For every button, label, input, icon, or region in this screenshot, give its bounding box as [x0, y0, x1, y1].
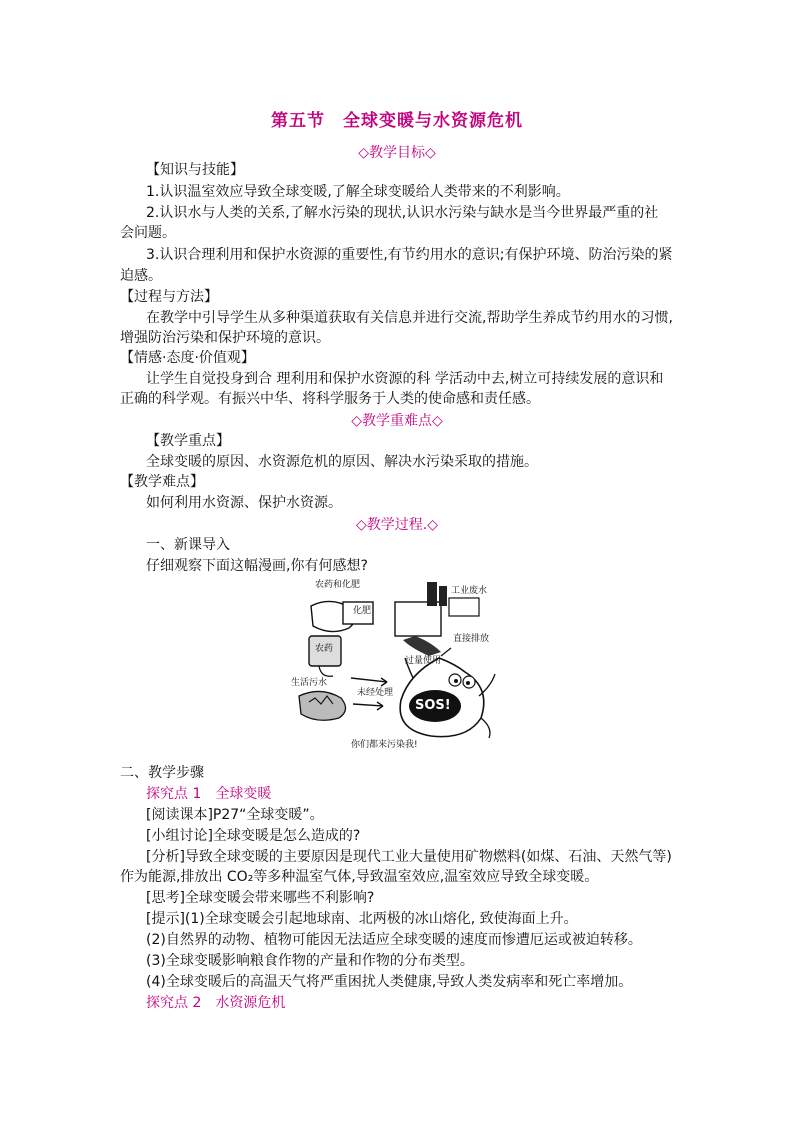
- explore-point-2-heading: 探究点 2 水资源危机: [146, 995, 286, 1011]
- objective-item-1: 1.认识温室效应导致全球变暖,了解全球变暖给人类带来的不利影响。: [146, 184, 570, 200]
- knowledge-skills-label: 【知识与技能】: [146, 162, 244, 178]
- difficulty-label: 【教学难点】: [120, 474, 204, 490]
- difficulty-text: 如何利用水资源、保护水资源。: [146, 495, 342, 511]
- cartoon-sos-text: SOS!: [415, 698, 451, 713]
- section-heading-objectives: ◇教学目标◇: [358, 145, 436, 161]
- objective-item-2-line-1: 2.认识水与人类的关系,了解水污染的现状,认识水污染与缺水是当今世界最严重的社: [146, 205, 659, 221]
- objective-item-3-line-1: 3.认识合理利用和保护水资源的重要性,有节约用水的意识;有保护环境、防治污染的紧: [146, 247, 673, 263]
- cartoon-label-pesticide-fertilizer: 农药和化肥: [315, 580, 361, 590]
- cartoon-label-pesticide-bag: 农药: [315, 644, 334, 654]
- objective-item-2-line-2: 会问题。: [120, 225, 176, 241]
- section-heading-key-points: ◇教学重难点◇: [351, 413, 443, 429]
- explore-point-1-heading: 探究点 1 全球变暖: [146, 786, 272, 802]
- key-point-text: 全球变暖的原因、水资源危机的原因、解决水污染采取的措施。: [146, 454, 538, 470]
- steps-heading: 二、教学步骤: [120, 765, 204, 781]
- cartoon-label-industrial-waste: 工业废水: [451, 586, 488, 596]
- cartoon-label-direct-discharge: 直接排放: [453, 634, 490, 644]
- pollution-cartoon-drawing: [291, 578, 503, 756]
- group-discussion-line: [小组讨论]全球变暖是怎么造成的?: [146, 828, 361, 844]
- pollution-cartoon: [291, 578, 503, 756]
- emotion-attitude-label: 【情感·态度·价值观】: [120, 350, 255, 366]
- intro-question: 仔细观察下面这幅漫画,你有何感想?: [146, 558, 368, 574]
- key-point-label: 【教学重点】: [146, 433, 230, 449]
- emotion-text-line-2: 正确的科学观。有振兴中华、将科学服务于人类的使命感和责任感。: [120, 391, 540, 407]
- think-question-line: [思考]全球变暖会带来哪些不利影响?: [146, 890, 375, 906]
- page-title: 第五节 全球变暖与水资源危机: [271, 111, 523, 131]
- process-text-line-1: 在教学中引导学生从多种渠道获取有关信息并进行交流,帮助学生养成节约用水的习惯,: [146, 310, 673, 326]
- analysis-line-2: 作为能源,排放出 CO₂等多种温室气体,导致温室效应,温室效应导致全球变暖。: [120, 869, 599, 885]
- cartoon-label-overuse: 过量使用: [405, 656, 442, 666]
- hint-line-2: (2)自然界的动物、植物可能因无法适应全球变暖的速度而惨遭厄运或被迫转移。: [146, 932, 642, 948]
- cartoon-label-untreated: 未经处理: [357, 688, 394, 698]
- process-method-label: 【过程与方法】: [120, 289, 218, 305]
- hint-line-3: (3)全球变暖影响粮食作物的产量和作物的分布类型。: [146, 953, 474, 969]
- cartoon-label-domestic-sewage: 生活污水: [291, 678, 328, 688]
- analysis-line-1: [分析]导致全球变暖的主要原因是现代工业大量使用矿物燃料(如煤、石油、天然气等): [146, 849, 672, 865]
- cartoon-label-fertilizer: 化肥: [353, 606, 372, 616]
- hint-line-4: (4)全球变暖后的高温天气将严重困扰人类健康,导致人类发病率和死亡率增加。: [146, 974, 633, 990]
- hint-line-1: [提示](1)全球变暖会引起地球南、北两极的冰山熔化, 致使海面上升。: [146, 911, 578, 927]
- read-textbook-line: [阅读课本]P27“全球变暖”。: [146, 807, 324, 823]
- objective-item-3-line-2: 迫感。: [120, 268, 162, 284]
- section-heading-process: ◇教学过程.◇: [356, 517, 438, 533]
- process-text-line-2: 增强防治污染和保护环境的意识。: [120, 330, 330, 346]
- cartoon-caption: 你们都来污染我!: [351, 740, 418, 750]
- intro-heading: 一、新课导入: [146, 537, 230, 553]
- emotion-text-line-1: 让学生自觉投身到合 理利用和保护水资源的科 学活动中去,树立可持续发展的意识和: [146, 371, 664, 387]
